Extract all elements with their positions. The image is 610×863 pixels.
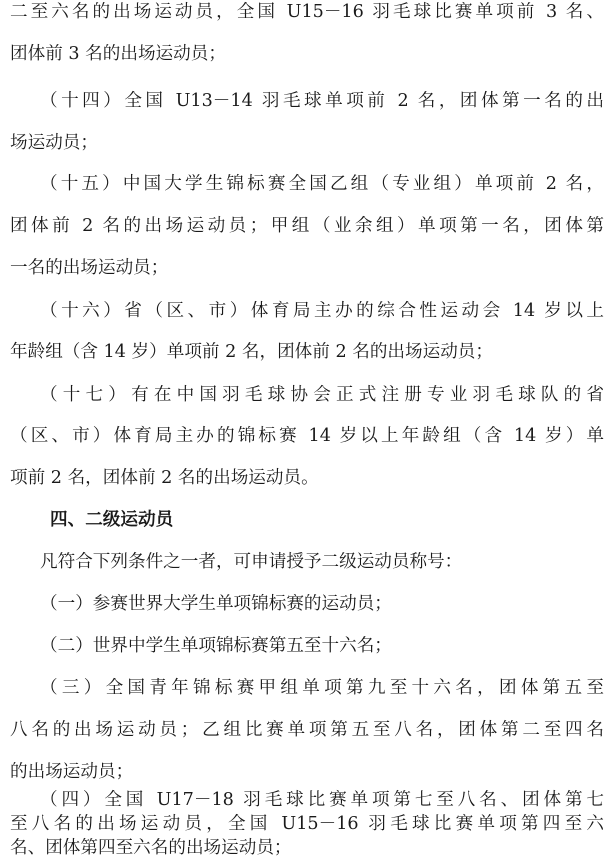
- text-line: （十四）全国 U13－14 羽毛球单项前 2 名，团体第一名的出: [40, 91, 604, 111]
- text-line: 团体前 2 名的出场运动员；甲组（业余组）单项第一名，团体第: [10, 216, 604, 236]
- text-line: （十六）省（区、市）体育局主办的综合性运动会 14 岁以上: [40, 301, 604, 321]
- text-line: 的出场运动员；: [10, 762, 134, 782]
- text-line: 团体前 3 名的出场运动员；: [10, 44, 226, 64]
- text-line: （十七）有在中国羽毛球协会正式注册专业羽毛球队的省: [40, 385, 604, 405]
- text-line: 场运动员；: [10, 133, 98, 153]
- text-line: （三）全国青年锦标赛甲组单项第九至十六名，团体第五至: [40, 678, 604, 698]
- text-line: （二）世界中学生单项锦标赛第五至十六名；: [40, 636, 392, 656]
- text-line: 八名的出场运动员；乙组比赛单项第五至八名，团体第二至四名: [10, 720, 604, 740]
- text-line: 凡符合下列条件之一者，可申请授予二级运动员称号：: [40, 552, 463, 572]
- text-line: 一名的出场运动员；: [10, 258, 169, 278]
- text-line: （一）参赛世界大学生单项锦标赛的运动员；: [40, 594, 392, 614]
- text-line: （十五）中国大学生锦标赛全国乙组（专业组）单项前 2 名，: [40, 174, 604, 194]
- text-line: 项前 2 名，团体前 2 名的出场运动员。: [10, 468, 319, 488]
- text-line: 至八名的出场运动员，全国 U15－16 羽毛球比赛单项第四至六: [10, 814, 604, 834]
- section-heading: 四、二级运动员: [50, 510, 174, 530]
- text-line: （区、市）体育局主办的锦标赛 14 岁以上年龄组（含 14 岁）单: [10, 426, 604, 446]
- text-line: 二至六名的出场运动员，全国 U15－16 羽毛球比赛单项前 3 名、: [10, 2, 604, 22]
- text-line: 名、团体第四至六名的出场运动员；: [10, 838, 292, 858]
- text-line: （四）全国 U17－18 羽毛球比赛单项第七至八名、团体第七: [40, 790, 604, 810]
- text-line: 年龄组（含 14 岁）单项前 2 名，团体前 2 名的出场运动员；: [10, 342, 493, 362]
